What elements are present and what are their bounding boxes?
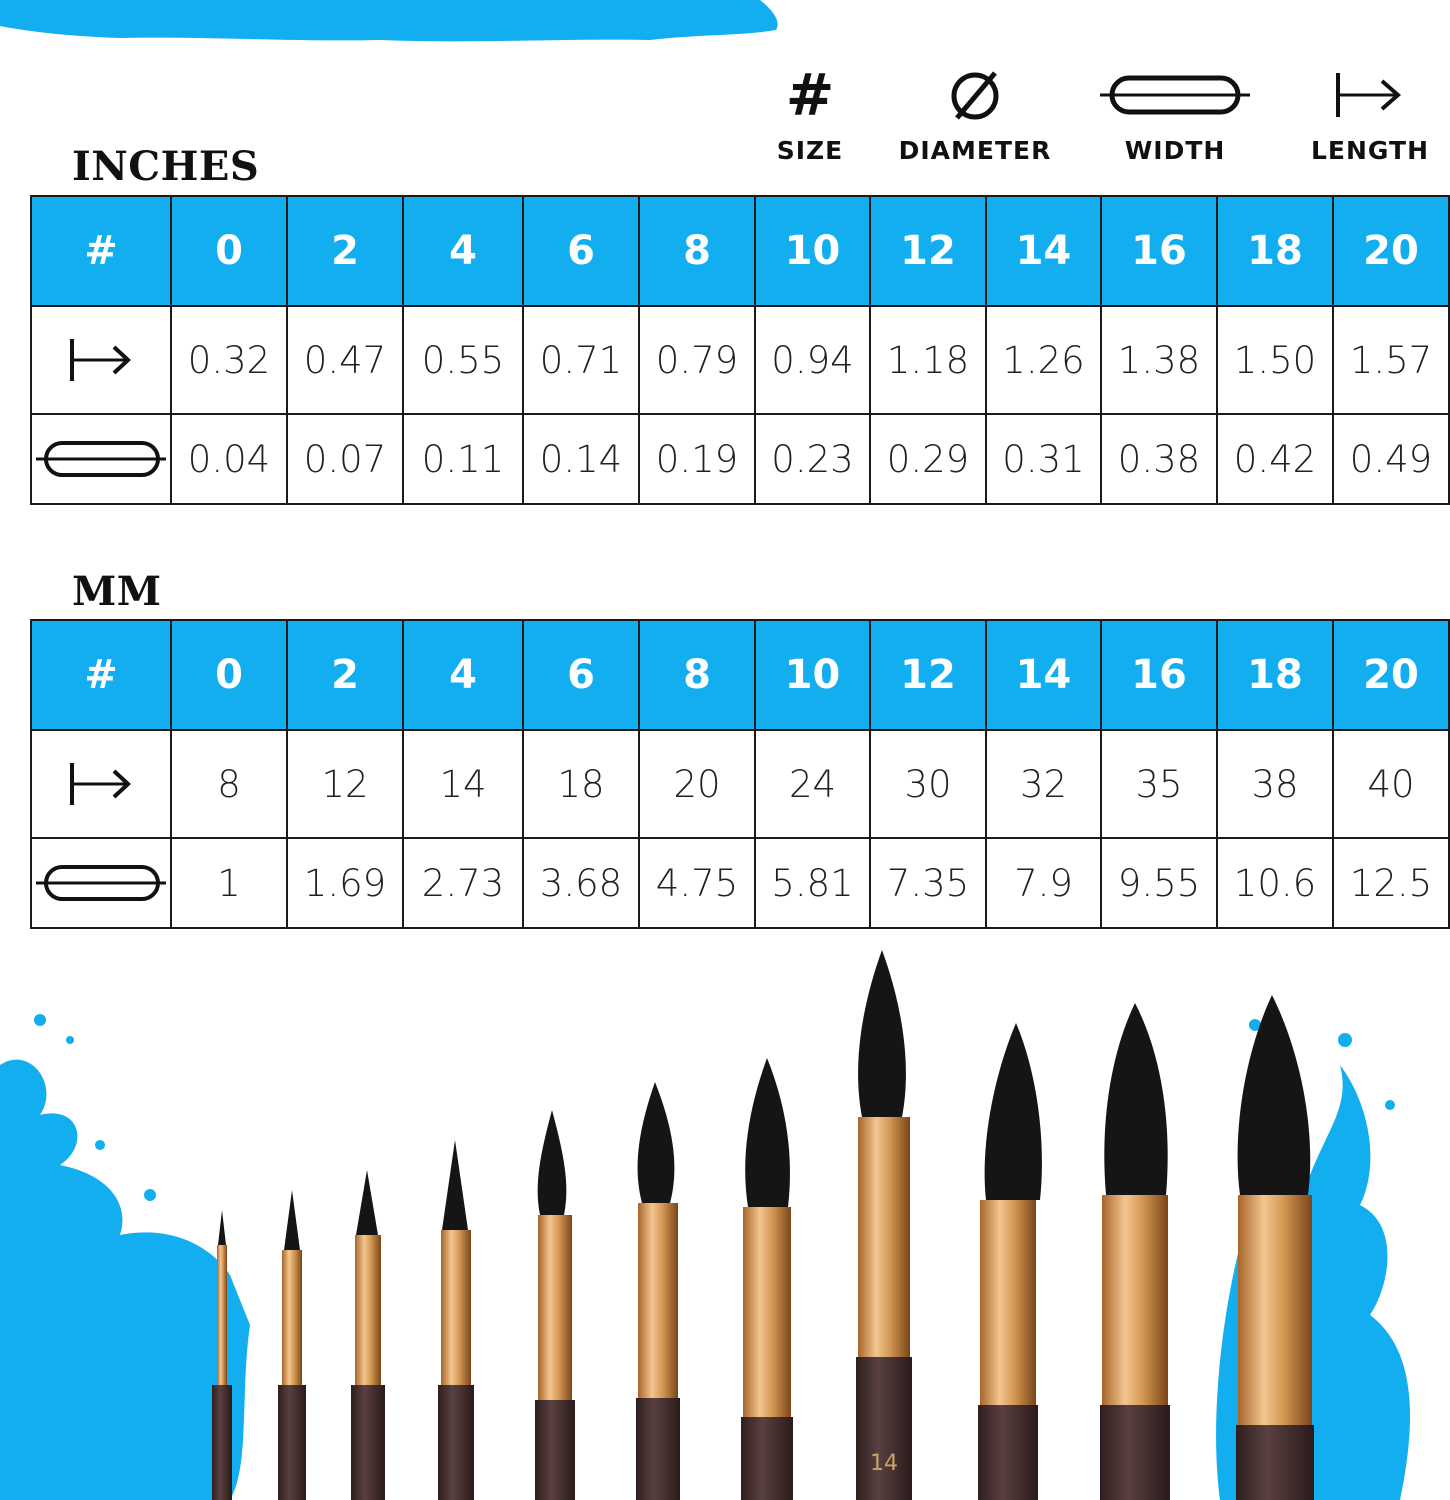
width-cell: 0.19 xyxy=(639,414,755,504)
size-cell: 12 xyxy=(870,620,986,730)
length-cell: 8 xyxy=(171,730,287,838)
width-cell: 5.81 xyxy=(755,838,870,928)
legend xyxy=(760,60,1450,180)
legend-width: WIDTH xyxy=(1090,60,1260,165)
brush-size-20 xyxy=(1236,995,1314,1500)
size-cell: 6 xyxy=(523,196,639,306)
width-cell: 2.73 xyxy=(403,838,523,928)
length-cell: 0.55 xyxy=(403,306,523,414)
mm-table xyxy=(30,619,1450,929)
width-cell: 12.5 xyxy=(1333,838,1449,928)
width-label-cell xyxy=(31,414,171,504)
size-header-cell: # xyxy=(31,196,171,306)
length-cell: 40 xyxy=(1333,730,1449,838)
size-cell: 18 xyxy=(1217,620,1333,730)
width-cell: 4.75 xyxy=(639,838,755,928)
brush-set-illustration xyxy=(0,945,1450,1500)
brush-size-10 xyxy=(636,1082,680,1500)
width-cell: 0.49 xyxy=(1333,414,1449,504)
width-cell: 9.55 xyxy=(1101,838,1217,928)
width-cell: 0.14 xyxy=(523,414,639,504)
width-cell: 1 xyxy=(171,838,287,928)
inches-size-row xyxy=(31,196,1449,306)
size-cell: 4 xyxy=(403,196,523,306)
brush-size-2 xyxy=(278,1190,306,1500)
length-cell: 24 xyxy=(755,730,870,838)
length-cell: 0.79 xyxy=(639,306,755,414)
length-label-cell xyxy=(31,306,171,414)
size-cell: 6 xyxy=(523,620,639,730)
length-cell: 18 xyxy=(523,730,639,838)
width-cell: 0.07 xyxy=(287,414,403,504)
width-cell: 0.04 xyxy=(171,414,287,504)
width-icon xyxy=(36,437,166,481)
mm-size-row xyxy=(31,620,1449,730)
size-cell: 2 xyxy=(287,196,403,306)
size-cell: 8 xyxy=(639,196,755,306)
brush-size-14 xyxy=(856,950,912,1500)
size-cell: 10 xyxy=(755,620,870,730)
size-cell: 20 xyxy=(1333,196,1449,306)
inches-table xyxy=(30,195,1450,505)
inches-width-row xyxy=(31,414,1449,504)
inches-length-row xyxy=(31,306,1449,414)
length-cell: 1.38 xyxy=(1101,306,1217,414)
hash-icon: # xyxy=(785,61,835,129)
brush-size-12 xyxy=(741,1058,793,1500)
brush-size-label: 14 xyxy=(870,1451,898,1476)
brush-size-8 xyxy=(535,1110,575,1500)
length-cell: 14 xyxy=(403,730,523,838)
size-cell: 10 xyxy=(755,196,870,306)
length-cell: 0.71 xyxy=(523,306,639,414)
width-cell: 0.29 xyxy=(870,414,986,504)
size-cell: 12 xyxy=(870,196,986,306)
length-cell: 0.47 xyxy=(287,306,403,414)
length-cell: 1.26 xyxy=(986,306,1101,414)
mm-length-row xyxy=(31,730,1449,838)
width-cell: 0.31 xyxy=(986,414,1101,504)
length-label-cell xyxy=(31,730,171,838)
size-cell: 20 xyxy=(1333,620,1449,730)
size-cell: 4 xyxy=(403,620,523,730)
width-label-cell xyxy=(31,838,171,928)
size-cell: 18 xyxy=(1217,196,1333,306)
width-cell: 7.35 xyxy=(870,838,986,928)
size-cell: 2 xyxy=(287,620,403,730)
size-cell: 16 xyxy=(1101,620,1217,730)
length-icon xyxy=(1330,65,1410,125)
brush-size-6 xyxy=(438,1140,474,1500)
width-cell: 0.38 xyxy=(1101,414,1217,504)
width-cell: 0.11 xyxy=(403,414,523,504)
length-cell: 30 xyxy=(870,730,986,838)
width-cell: 1.69 xyxy=(287,838,403,928)
legend-diameter: DIAMETER xyxy=(890,60,1060,165)
width-icon xyxy=(1100,70,1250,120)
size-cell: 8 xyxy=(639,620,755,730)
brush-size-16 xyxy=(978,1023,1042,1500)
width-icon xyxy=(36,861,166,905)
width-cell: 0.42 xyxy=(1217,414,1333,504)
size-cell: 0 xyxy=(171,620,287,730)
mm-title: MM xyxy=(72,568,162,615)
length-cell: 0.94 xyxy=(755,306,870,414)
length-cell: 35 xyxy=(1101,730,1217,838)
size-cell: 14 xyxy=(986,196,1101,306)
length-cell: 38 xyxy=(1217,730,1333,838)
brush-size-4 xyxy=(351,1170,385,1500)
length-cell: 20 xyxy=(639,730,755,838)
inches-title: INCHES xyxy=(72,143,260,190)
diameter-icon xyxy=(945,65,1005,125)
brush-size-18 xyxy=(1100,1003,1170,1500)
width-cell: 10.6 xyxy=(1217,838,1333,928)
legend-length: LENGTH xyxy=(1285,60,1450,165)
length-cell: 1.57 xyxy=(1333,306,1449,414)
size-cell: 0 xyxy=(171,196,287,306)
length-icon xyxy=(66,759,136,809)
length-cell: 1.18 xyxy=(870,306,986,414)
mm-width-row xyxy=(31,838,1449,928)
size-header-cell: # xyxy=(31,620,171,730)
size-cell: 14 xyxy=(986,620,1101,730)
legend-size: # SIZE xyxy=(776,61,844,165)
width-cell: 7.9 xyxy=(986,838,1101,928)
length-cell: 32 xyxy=(986,730,1101,838)
length-cell: 1.50 xyxy=(1217,306,1333,414)
width-cell: 3.68 xyxy=(523,838,639,928)
length-cell: 12 xyxy=(287,730,403,838)
length-icon xyxy=(66,335,136,385)
length-cell: 0.32 xyxy=(171,306,287,414)
paint-splash-top xyxy=(0,0,800,50)
width-cell: 0.23 xyxy=(755,414,870,504)
size-cell: 16 xyxy=(1101,196,1217,306)
